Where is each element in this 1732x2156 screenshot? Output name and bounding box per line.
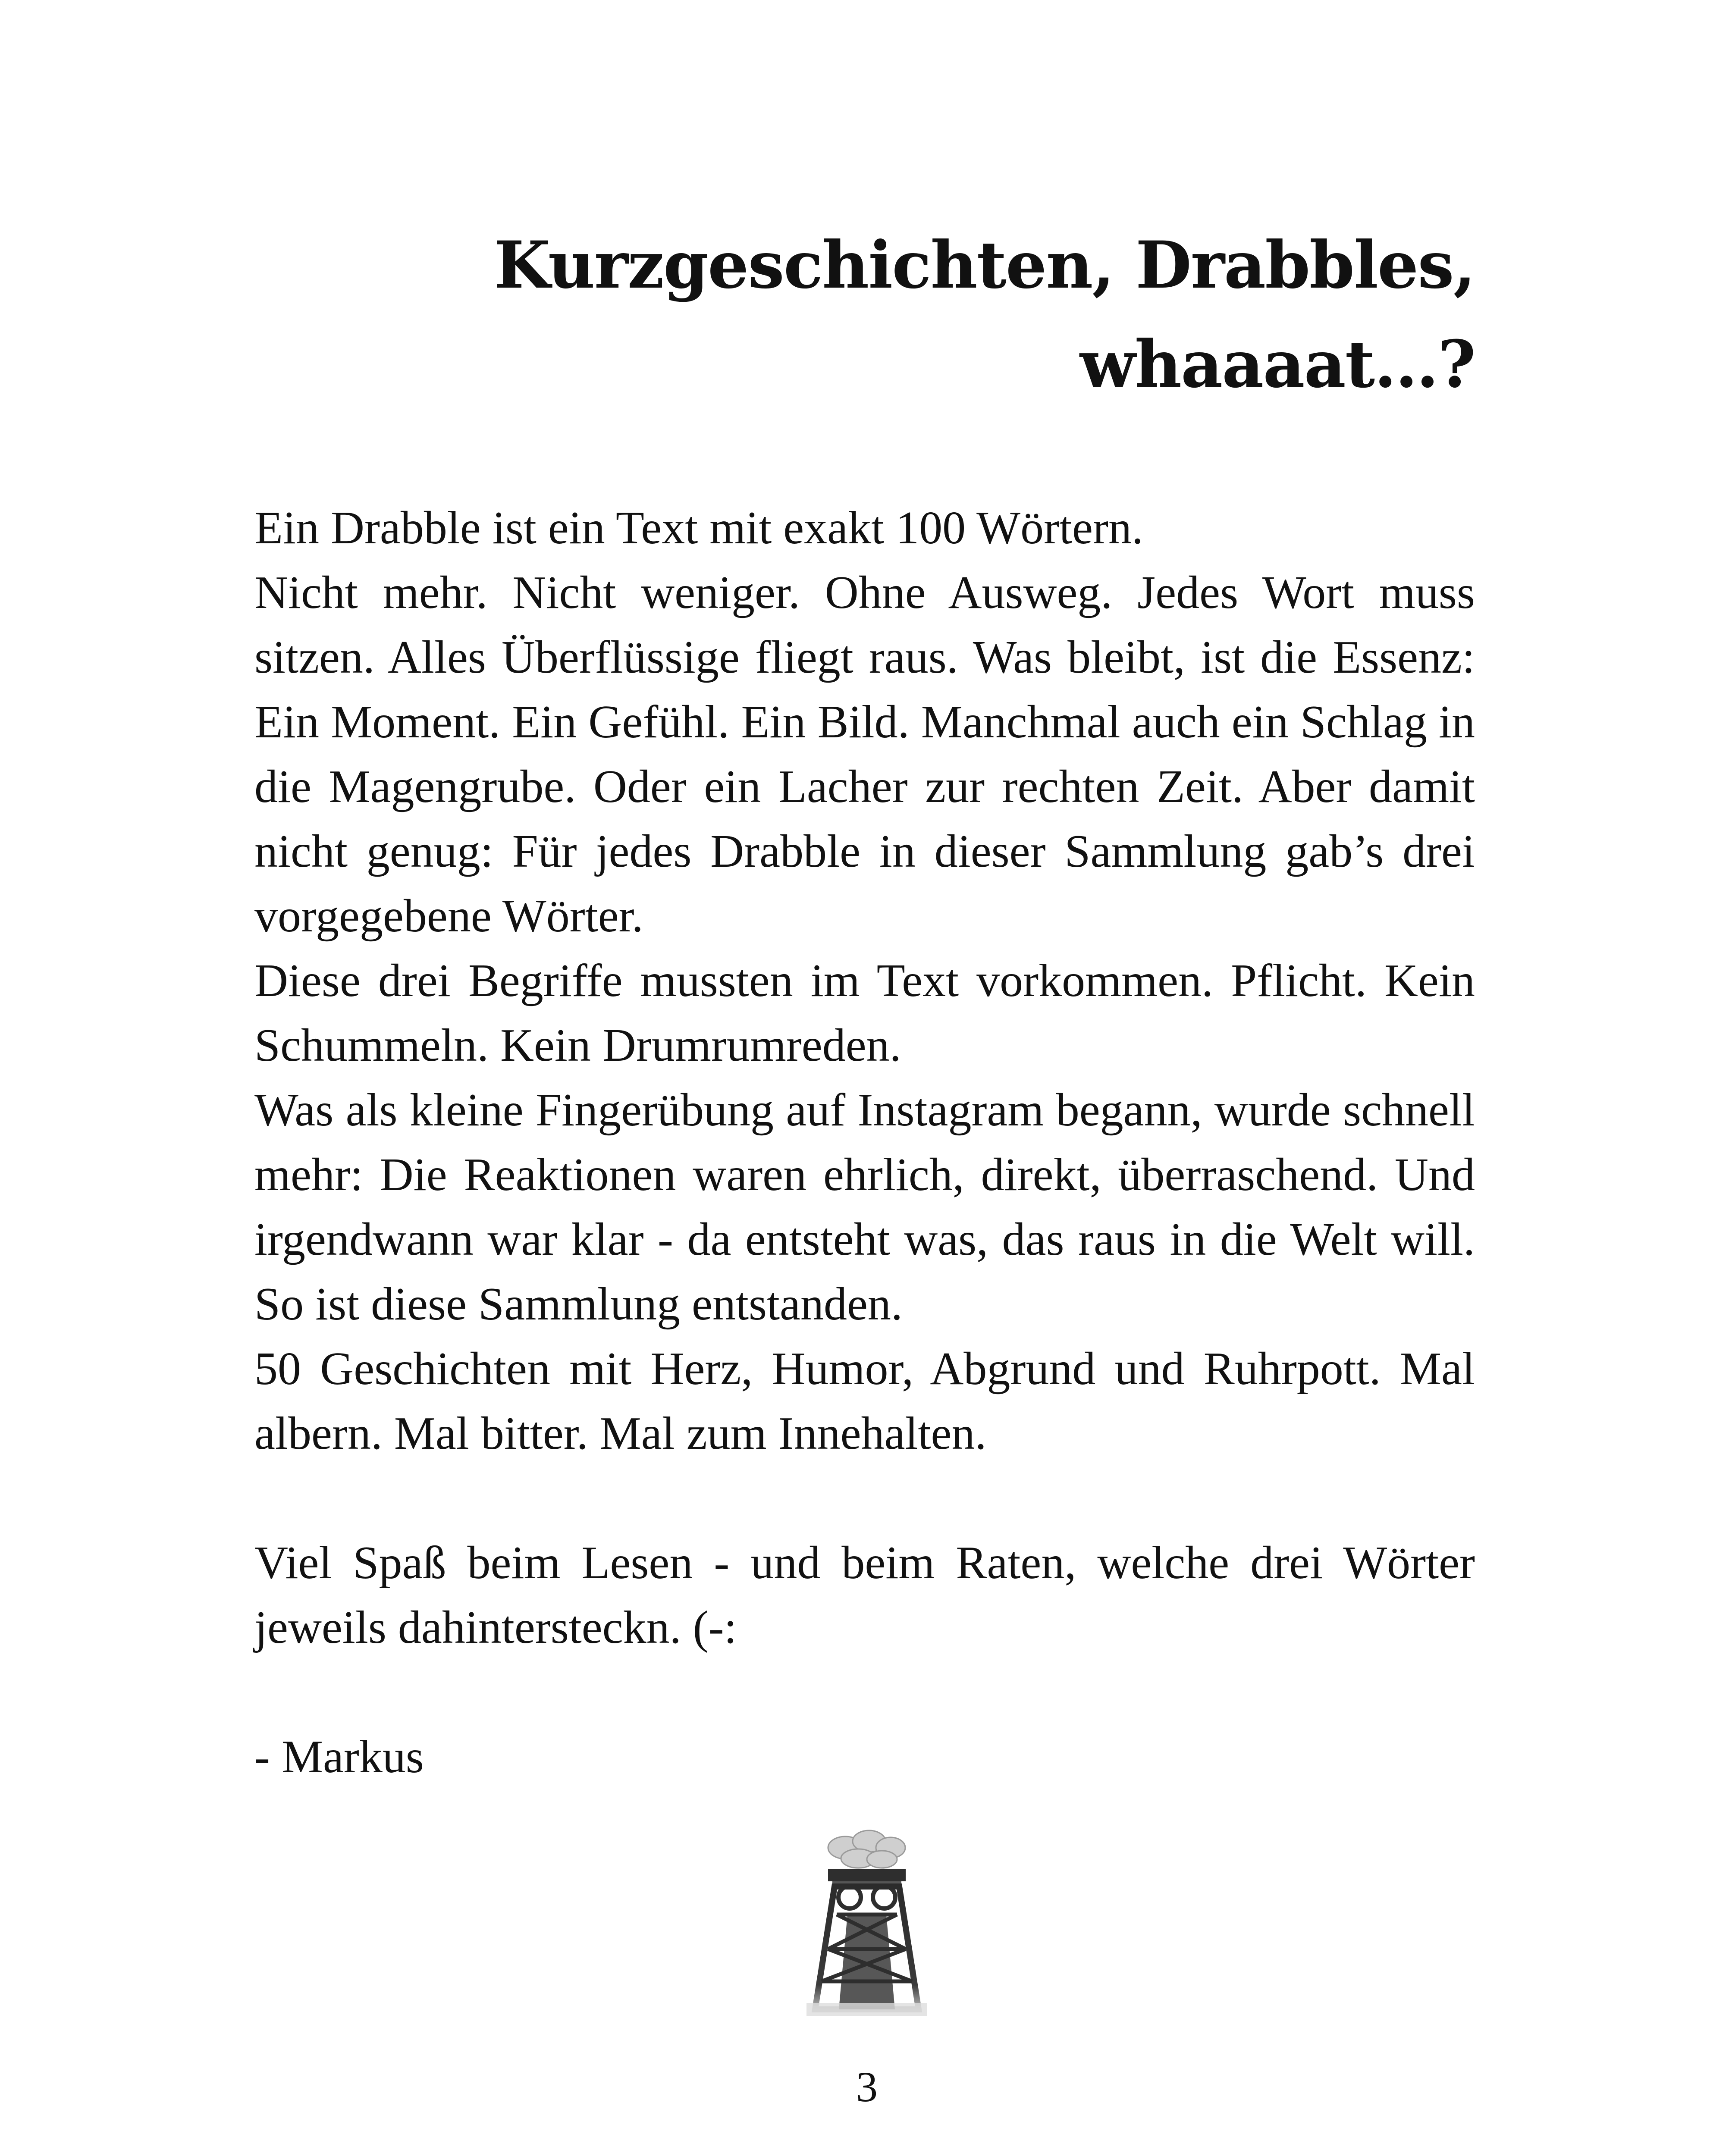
closing-paragraph: Viel Spaß beim Lesen - und beim Raten, welche drei Wörter jeweils dahintersteckn. (-: — [254, 1537, 1475, 1653]
spacer — [254, 1466, 1475, 1531]
signature: - Markus — [254, 1731, 424, 1783]
paragraph-1: Ein Drabble ist ein Text mit exakt 100 Wörtern. — [254, 502, 1143, 554]
chapter-title — [254, 216, 1475, 414]
paragraph-4: Was als kleine Fingerübung auf Instagram begann, wurde schnell mehr: Die Reaktionen waren ehrlich, direkt, überraschend. Und irgendwann war klar - da entsteht was, das raus in die Welt will. So ist diese Sammlung entstanden. — [254, 1084, 1475, 1330]
chapter-title-line-1: Kurzgeschichten, Drabbles, — [494, 227, 1475, 303]
paragraph-3: Diese drei Begriffe mussten im Text vorkommen. Pflicht. Kein Schummeln. Kein Drumrumreden. — [254, 955, 1475, 1071]
mine-headframe-icon — [794, 1828, 940, 2018]
paragraph-2: Nicht mehr. Nicht weniger. Ohne Ausweg. Jedes Wort muss sitzen. Alles Überflüssige fliegt raus. Was bleibt, ist die Essenz: Ein Moment. Ein Gefühl. Ein Bild. Manchmal auch ein Schlag in die Magengrube. Oder ein Lacher zur rechten Zeit. Aber damit nicht genug: Für jedes Drabble in dieser Sammlung gab’s drei vorgegebene Wörter. — [254, 567, 1475, 942]
body-text — [254, 496, 1475, 1789]
page-number: 3 — [856, 2063, 878, 2111]
chapter-title-line-2: whaaaat…? — [1079, 326, 1475, 402]
paragraph-5: 50 Geschichten mit Herz, Humor, Abgrund und Ruhrpott. Mal albern. Mal bitter. Mal zum Innehalten. — [254, 1343, 1475, 1459]
spacer — [254, 1660, 1475, 1725]
